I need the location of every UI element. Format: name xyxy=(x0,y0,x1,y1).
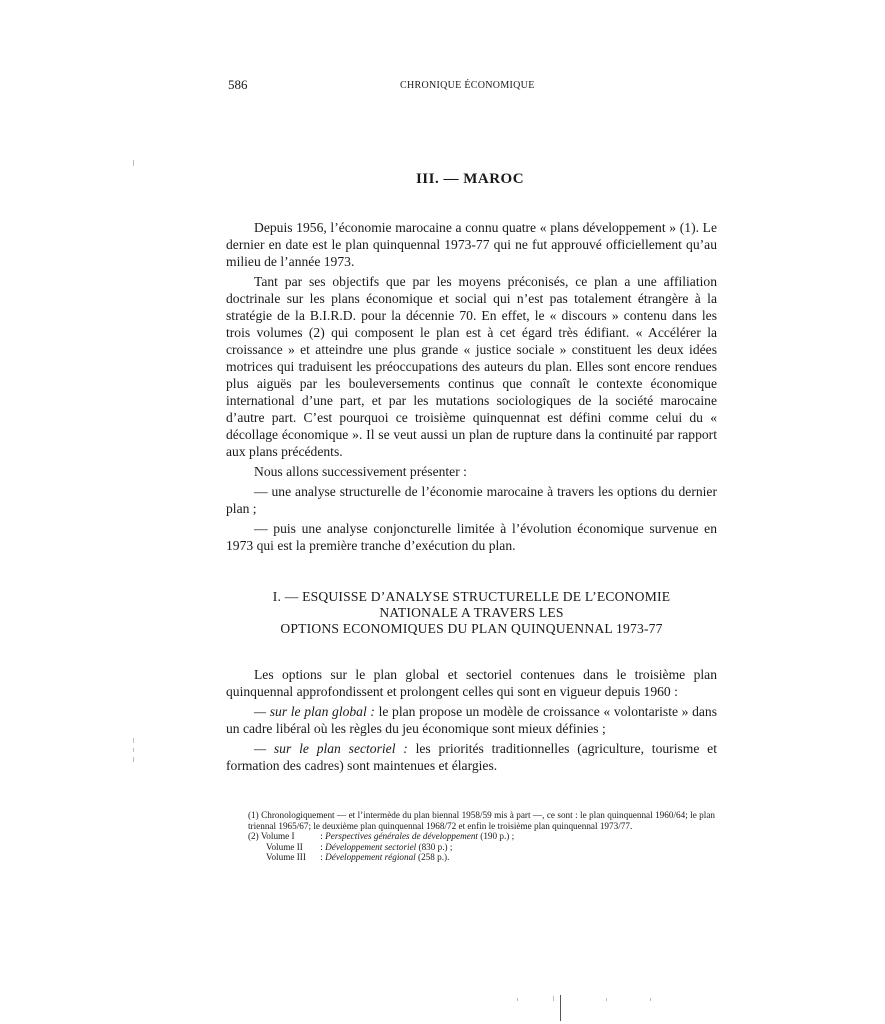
section-title-line-1: I. — ESQUISSE D’ANALYSE STRUCTURELLE DE L’ECONOMIE xyxy=(272,589,671,604)
footnote-volume-3-pages: (258 p.). xyxy=(415,852,450,862)
footnote-1: (1) Chronologiquement — et l’intermède du plan biennal 1958/59 mis à part —, ce sont : le plan quinquennal 1960/64; le plan triennal 1965/67; le deuxième plan quinquennal 1968/72 et enfin le troisième plan quinquennal 1973/77. xyxy=(248,810,715,831)
section-paragraph-3 xyxy=(226,740,717,774)
section-title-line-2: NATIONALE A TRAVERS LES xyxy=(379,605,564,620)
intro-block xyxy=(226,219,717,554)
section-title-line-3: OPTIONS ECONOMIQUES DU PLAN QUINQUENNAL 1973-77 xyxy=(280,621,663,636)
running-head: CHRONIQUE ÉCONOMIQUE xyxy=(400,80,535,91)
footnote-volume-3 xyxy=(248,852,715,863)
footnote-volume-2-sep: : xyxy=(318,841,326,852)
sectoral-plan-text: les priorités traditionnelles (agriculture, tourisme et formation des cadres) sont maintenues et élargies. xyxy=(226,741,717,773)
footnote-2-title: Perspectives générales de développement xyxy=(325,831,478,841)
section-paragraph-2 xyxy=(226,703,717,737)
footnote-2-label: (2) Volume I xyxy=(248,831,295,841)
footnote-volume-2 xyxy=(248,842,715,853)
scan-mark xyxy=(517,998,518,1001)
intro-paragraph-1: Depuis 1956, l’économie marocaine a connu quatre « plans développement » (1). Le dernier en date est le plan quinquennal 1973-77 qui ne fut approuvé officiellement qu’au milieu de l’année 1973. xyxy=(226,220,717,269)
footnote-2-pages: (190 p.) ; xyxy=(477,831,515,841)
footnote-volume-3-sep: : xyxy=(318,852,326,862)
footnote-volume-3-title: Développement régional xyxy=(325,852,416,862)
footnotes xyxy=(248,810,715,863)
section-title xyxy=(230,589,713,637)
footnote-volume-3-label: Volume III xyxy=(266,852,306,862)
intro-paragraph-5: — puis une analyse conjoncturelle limitée à l’évolution économique survenue en 1973 qui est la première tranche d’exécution du plan. xyxy=(226,521,717,553)
scan-mark xyxy=(560,995,561,1021)
section-body xyxy=(226,666,717,774)
footnote-2-sep: : xyxy=(318,831,326,841)
global-plan-label: — sur le plan global : xyxy=(254,704,375,719)
page-number: 586 xyxy=(228,77,248,92)
sectoral-plan-label: — sur le plan sectoriel : xyxy=(254,741,408,756)
section-paragraph-1: Les options sur le plan global et sectoriel contenues dans le troisième plan quinquennal approfondissent et prolongent celles qui sont en vigueur depuis 1960 : xyxy=(226,667,717,699)
footnote-2 xyxy=(248,831,715,842)
footnote-volume-2-title: Développement sectoriel xyxy=(325,841,417,852)
chapter-title: III. — MAROC xyxy=(415,171,525,187)
scan-mark xyxy=(133,738,134,743)
scan-mark xyxy=(133,748,134,752)
intro-paragraph-3: Nous allons successivement présenter : xyxy=(254,464,467,479)
footnote-volume-2-label: Volume II xyxy=(266,841,303,852)
intro-paragraph-4: — une analyse structurelle de l’économie marocaine à travers les options du dernier plan ; xyxy=(226,484,717,516)
scan-mark xyxy=(650,998,651,1001)
scan-mark xyxy=(133,757,134,762)
intro-paragraph-2: Tant par ses objectifs que par les moyens préconisés, ce plan a une affiliation doctrinale sur les plans économique et social qui n’est pas totalement étrangère à la stratégie de la B.I.R.D. pour la décennie 70. En effet, le « discours » contenu dans les trois volumes (2) qui composent le plan est à cet égard très édifiant. « Accélérer la croissance » et atteindre une plus grande « justice sociale » constituent les deux idées motrices qui traduisent les préoccupations des auteurs du plan. Elles sont encore rendues plus aiguës par les bouleversements continus que connaît le contexte économique international d’une part, et par les mutations sociologiques de la société marocaine d’autre part. C’est pourquoi ce troisième quinquennat est défini comme celui du « décollage économique ». Il se veut aussi un plan de rupture dans la continuité par rapport aux plans précédents. xyxy=(226,274,717,459)
scan-mark xyxy=(606,998,607,1001)
global-plan-text: le plan propose un modèle de croissance « volontariste » dans un cadre libéral où les règles du jeu économique sont mieux définies ; xyxy=(226,704,718,736)
scan-mark xyxy=(133,160,134,166)
scan-mark xyxy=(553,996,554,1001)
footnote-volume-2-pages: (830 p.) ; xyxy=(416,841,453,852)
